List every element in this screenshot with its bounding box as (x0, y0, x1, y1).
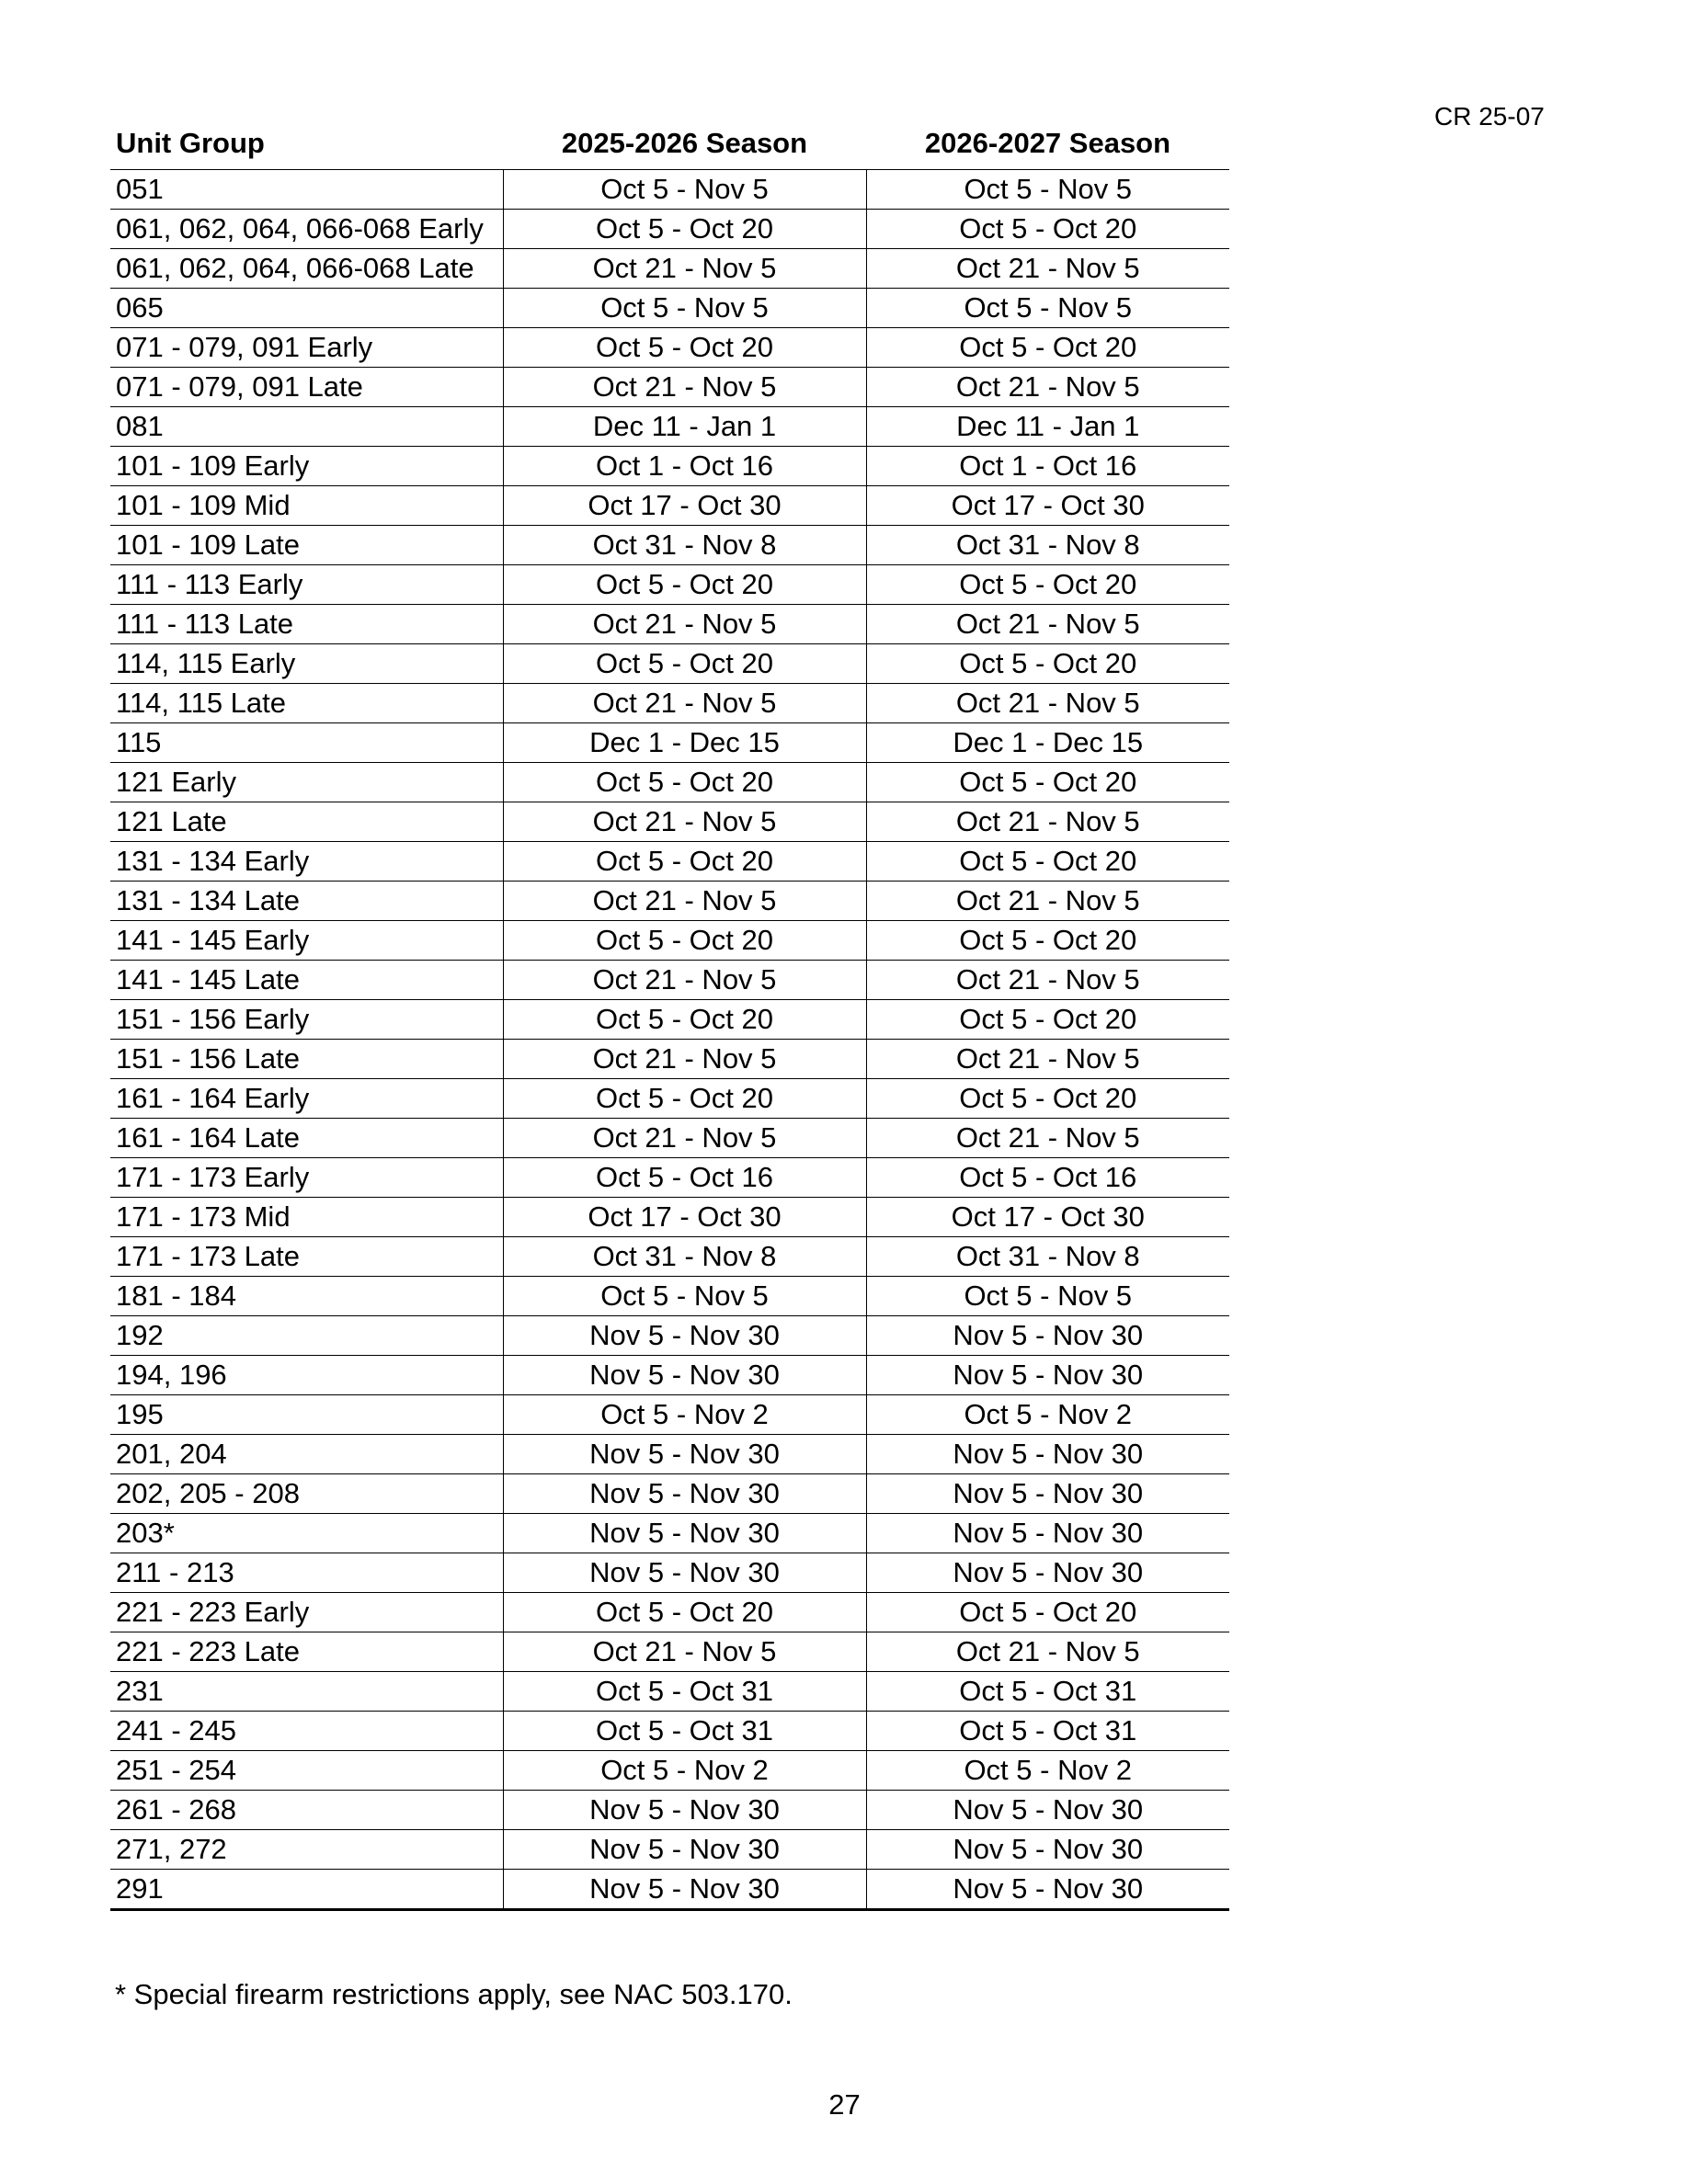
season-2025-2026-cell: Oct 5 - Oct 20 (503, 842, 866, 882)
season-2026-2027-cell: Oct 5 - Oct 20 (866, 1079, 1229, 1119)
season-2026-2027-cell: Oct 5 - Oct 31 (866, 1712, 1229, 1751)
season-dates-table (110, 108, 1229, 1911)
season-2026-2027-cell: Oct 5 - Oct 20 (866, 644, 1229, 684)
season-2026-2027-cell: Oct 5 - Oct 20 (866, 210, 1229, 249)
season-2026-2027-cell: Oct 5 - Nov 5 (866, 1277, 1229, 1316)
unit-group-cell: 211 - 213 (110, 1553, 503, 1593)
season-2026-2027-cell: Oct 5 - Oct 31 (866, 1672, 1229, 1712)
season-2025-2026-cell: Nov 5 - Nov 30 (503, 1435, 866, 1474)
season-2025-2026-cell: Oct 1 - Oct 16 (503, 447, 866, 486)
table-row (110, 1435, 1229, 1474)
table-row (110, 842, 1229, 882)
table-row (110, 1791, 1229, 1830)
season-2025-2026-cell: Oct 5 - Oct 20 (503, 210, 866, 249)
unit-group-cell: 114, 115 Late (110, 684, 503, 723)
unit-group-cell: 115 (110, 723, 503, 763)
season-2025-2026-cell: Oct 5 - Oct 20 (503, 763, 866, 802)
unit-group-cell: 181 - 184 (110, 1277, 503, 1316)
unit-group-cell: 131 - 134 Late (110, 882, 503, 921)
unit-group-cell: 051 (110, 170, 503, 210)
table-row (110, 605, 1229, 644)
unit-group-cell: 071 - 079, 091 Late (110, 368, 503, 407)
season-2025-2026-cell: Nov 5 - Nov 30 (503, 1553, 866, 1593)
season-2026-2027-cell: Oct 17 - Oct 30 (866, 1198, 1229, 1237)
table-row (110, 1751, 1229, 1791)
season-2025-2026-cell: Oct 21 - Nov 5 (503, 684, 866, 723)
season-2026-2027-cell: Nov 5 - Nov 30 (866, 1830, 1229, 1870)
table-row (110, 1553, 1229, 1593)
season-2025-2026-cell: Dec 1 - Dec 15 (503, 723, 866, 763)
season-2025-2026-cell: Oct 21 - Nov 5 (503, 1119, 866, 1158)
table-row (110, 289, 1229, 328)
season-2026-2027-cell: Nov 5 - Nov 30 (866, 1870, 1229, 1910)
table-row (110, 1593, 1229, 1632)
unit-group-cell: 241 - 245 (110, 1712, 503, 1751)
season-2025-2026-cell: Oct 21 - Nov 5 (503, 882, 866, 921)
table-row (110, 1870, 1229, 1910)
season-2026-2027-cell: Oct 5 - Oct 20 (866, 921, 1229, 961)
table-row (110, 407, 1229, 447)
season-2026-2027-cell: Oct 5 - Oct 20 (866, 565, 1229, 605)
season-2025-2026-cell: Nov 5 - Nov 30 (503, 1356, 866, 1395)
table-row (110, 249, 1229, 289)
table-row (110, 961, 1229, 1000)
season-2025-2026-cell: Oct 5 - Nov 5 (503, 289, 866, 328)
unit-group-cell: 065 (110, 289, 503, 328)
season-2026-2027-cell: Dec 11 - Jan 1 (866, 407, 1229, 447)
season-2026-2027-cell: Oct 31 - Nov 8 (866, 1237, 1229, 1277)
table-row (110, 368, 1229, 407)
unit-group-cell: 061, 062, 064, 066-068 Late (110, 249, 503, 289)
season-2025-2026-cell: Oct 5 - Nov 5 (503, 170, 866, 210)
unit-group-cell: 261 - 268 (110, 1791, 503, 1830)
season-2025-2026-cell: Oct 31 - Nov 8 (503, 526, 866, 565)
season-2026-2027-cell: Oct 5 - Nov 2 (866, 1395, 1229, 1435)
season-2026-2027-cell: Nov 5 - Nov 30 (866, 1316, 1229, 1356)
season-2025-2026-cell: Oct 5 - Nov 2 (503, 1751, 866, 1791)
table-row (110, 1672, 1229, 1712)
unit-group-cell: 151 - 156 Late (110, 1040, 503, 1079)
season-2026-2027-cell: Nov 5 - Nov 30 (866, 1474, 1229, 1514)
season-2026-2027-cell: Oct 5 - Oct 16 (866, 1158, 1229, 1198)
footnote: * Special firearm restrictions apply, see NAC 503.170. (115, 1978, 793, 2010)
document-code: CR 25-07 (1434, 102, 1545, 131)
unit-group-cell: 171 - 173 Mid (110, 1198, 503, 1237)
unit-group-cell: 114, 115 Early (110, 644, 503, 684)
table-row (110, 1158, 1229, 1198)
season-2026-2027-cell: Oct 5 - Nov 2 (866, 1751, 1229, 1791)
season-2026-2027-cell: Oct 21 - Nov 5 (866, 368, 1229, 407)
table-row (110, 1237, 1229, 1277)
table-row (110, 723, 1229, 763)
season-2025-2026-cell: Nov 5 - Nov 30 (503, 1830, 866, 1870)
unit-group-cell: 111 - 113 Late (110, 605, 503, 644)
table-row (110, 1830, 1229, 1870)
table-header (110, 108, 1229, 170)
season-2026-2027-cell: Oct 21 - Nov 5 (866, 1040, 1229, 1079)
table-row (110, 1277, 1229, 1316)
unit-group-cell: 101 - 109 Mid (110, 486, 503, 526)
unit-group-cell: 171 - 173 Late (110, 1237, 503, 1277)
unit-group-cell: 203* (110, 1514, 503, 1553)
table-row (110, 526, 1229, 565)
season-2025-2026-cell: Oct 5 - Oct 16 (503, 1158, 866, 1198)
unit-group-cell: 171 - 173 Early (110, 1158, 503, 1198)
table-body (110, 170, 1229, 1910)
season-2026-2027-cell: Oct 5 - Nov 5 (866, 289, 1229, 328)
table-row (110, 684, 1229, 723)
season-2026-2027-cell: Oct 5 - Oct 20 (866, 1593, 1229, 1632)
unit-group-cell: 221 - 223 Early (110, 1593, 503, 1632)
table-row (110, 1040, 1229, 1079)
header-season-2026-2027: 2026-2027 Season (866, 108, 1229, 170)
table-row (110, 1000, 1229, 1040)
season-2025-2026-cell: Dec 11 - Jan 1 (503, 407, 866, 447)
unit-group-cell: 131 - 134 Early (110, 842, 503, 882)
season-2025-2026-cell: Nov 5 - Nov 30 (503, 1870, 866, 1910)
season-2026-2027-cell: Dec 1 - Dec 15 (866, 723, 1229, 763)
header-row (110, 108, 1229, 170)
season-2025-2026-cell: Oct 5 - Oct 31 (503, 1672, 866, 1712)
unit-group-cell: 071 - 079, 091 Early (110, 328, 503, 368)
season-2025-2026-cell: Nov 5 - Nov 30 (503, 1791, 866, 1830)
season-2025-2026-cell: Oct 5 - Nov 2 (503, 1395, 866, 1435)
table-row (110, 763, 1229, 802)
table-row (110, 1316, 1229, 1356)
unit-group-cell: 161 - 164 Late (110, 1119, 503, 1158)
unit-group-cell: 161 - 164 Early (110, 1079, 503, 1119)
table-row (110, 921, 1229, 961)
season-2025-2026-cell: Oct 5 - Oct 20 (503, 921, 866, 961)
season-2025-2026-cell: Oct 5 - Oct 20 (503, 1000, 866, 1040)
unit-group-cell: 192 (110, 1316, 503, 1356)
table-row (110, 447, 1229, 486)
table-row (110, 565, 1229, 605)
table-row (110, 1712, 1229, 1751)
unit-group-cell: 081 (110, 407, 503, 447)
season-2026-2027-cell: Nov 5 - Nov 30 (866, 1435, 1229, 1474)
table-row (110, 328, 1229, 368)
table-row (110, 882, 1229, 921)
season-2025-2026-cell: Oct 21 - Nov 5 (503, 1040, 866, 1079)
table-row (110, 1632, 1229, 1672)
header-unit-group: Unit Group (110, 108, 503, 170)
season-2025-2026-cell: Oct 21 - Nov 5 (503, 802, 866, 842)
season-2025-2026-cell: Oct 17 - Oct 30 (503, 486, 866, 526)
unit-group-cell: 141 - 145 Early (110, 921, 503, 961)
table-row (110, 802, 1229, 842)
table-row (110, 210, 1229, 249)
season-2026-2027-cell: Oct 17 - Oct 30 (866, 486, 1229, 526)
table-row (110, 1395, 1229, 1435)
season-2026-2027-cell: Nov 5 - Nov 30 (866, 1514, 1229, 1553)
unit-group-cell: 251 - 254 (110, 1751, 503, 1791)
unit-group-cell: 271, 272 (110, 1830, 503, 1870)
unit-group-cell: 121 Early (110, 763, 503, 802)
unit-group-cell: 202, 205 - 208 (110, 1474, 503, 1514)
header-season-2025-2026: 2025-2026 Season (503, 108, 866, 170)
table-row (110, 1079, 1229, 1119)
season-2025-2026-cell: Nov 5 - Nov 30 (503, 1474, 866, 1514)
season-2025-2026-cell: Oct 5 - Oct 20 (503, 1079, 866, 1119)
table-row (110, 644, 1229, 684)
season-2026-2027-cell: Oct 5 - Oct 20 (866, 328, 1229, 368)
unit-group-cell: 194, 196 (110, 1356, 503, 1395)
table-row (110, 170, 1229, 210)
unit-group-cell: 101 - 109 Early (110, 447, 503, 486)
table-row (110, 1474, 1229, 1514)
unit-group-cell: 121 Late (110, 802, 503, 842)
season-2026-2027-cell: Oct 21 - Nov 5 (866, 882, 1229, 921)
season-2025-2026-cell: Oct 21 - Nov 5 (503, 368, 866, 407)
season-2025-2026-cell: Nov 5 - Nov 30 (503, 1316, 866, 1356)
season-2025-2026-cell: Nov 5 - Nov 30 (503, 1514, 866, 1553)
unit-group-cell: 231 (110, 1672, 503, 1712)
table-row (110, 1356, 1229, 1395)
season-2025-2026-cell: Oct 21 - Nov 5 (503, 1632, 866, 1672)
unit-group-cell: 201, 204 (110, 1435, 503, 1474)
table-row (110, 1119, 1229, 1158)
season-2025-2026-cell: Oct 31 - Nov 8 (503, 1237, 866, 1277)
season-2026-2027-cell: Oct 5 - Nov 5 (866, 170, 1229, 210)
season-2026-2027-cell: Nov 5 - Nov 30 (866, 1356, 1229, 1395)
unit-group-cell: 141 - 145 Late (110, 961, 503, 1000)
season-2026-2027-cell: Oct 5 - Oct 20 (866, 1000, 1229, 1040)
season-2026-2027-cell: Oct 21 - Nov 5 (866, 684, 1229, 723)
unit-group-cell: 061, 062, 064, 066-068 Early (110, 210, 503, 249)
unit-group-cell: 221 - 223 Late (110, 1632, 503, 1672)
season-2025-2026-cell: Oct 21 - Nov 5 (503, 249, 866, 289)
unit-group-cell: 291 (110, 1870, 503, 1910)
page-number: 27 (828, 2088, 861, 2121)
season-2026-2027-cell: Oct 21 - Nov 5 (866, 1119, 1229, 1158)
season-2026-2027-cell: Oct 21 - Nov 5 (866, 605, 1229, 644)
season-2026-2027-cell: Nov 5 - Nov 30 (866, 1791, 1229, 1830)
season-2025-2026-cell: Oct 5 - Oct 20 (503, 328, 866, 368)
season-2025-2026-cell: Oct 5 - Nov 5 (503, 1277, 866, 1316)
season-2026-2027-cell: Oct 5 - Oct 20 (866, 842, 1229, 882)
unit-group-cell: 151 - 156 Early (110, 1000, 503, 1040)
unit-group-cell: 111 - 113 Early (110, 565, 503, 605)
table-row (110, 486, 1229, 526)
season-2025-2026-cell: Oct 5 - Oct 20 (503, 565, 866, 605)
season-2026-2027-cell: Oct 21 - Nov 5 (866, 1632, 1229, 1672)
season-2026-2027-cell: Oct 21 - Nov 5 (866, 802, 1229, 842)
table-row (110, 1198, 1229, 1237)
season-2026-2027-cell: Oct 21 - Nov 5 (866, 961, 1229, 1000)
season-2025-2026-cell: Oct 5 - Oct 20 (503, 1593, 866, 1632)
unit-group-cell: 195 (110, 1395, 503, 1435)
season-2026-2027-cell: Oct 1 - Oct 16 (866, 447, 1229, 486)
season-2025-2026-cell: Oct 5 - Oct 20 (503, 644, 866, 684)
season-2026-2027-cell: Oct 5 - Oct 20 (866, 763, 1229, 802)
season-2025-2026-cell: Oct 21 - Nov 5 (503, 605, 866, 644)
unit-group-cell: 101 - 109 Late (110, 526, 503, 565)
season-2025-2026-cell: Oct 17 - Oct 30 (503, 1198, 866, 1237)
table-row (110, 1514, 1229, 1553)
season-2026-2027-cell: Nov 5 - Nov 30 (866, 1553, 1229, 1593)
season-2026-2027-cell: Oct 21 - Nov 5 (866, 249, 1229, 289)
season-2026-2027-cell: Oct 31 - Nov 8 (866, 526, 1229, 565)
season-2025-2026-cell: Oct 5 - Oct 31 (503, 1712, 866, 1751)
season-2025-2026-cell: Oct 21 - Nov 5 (503, 961, 866, 1000)
